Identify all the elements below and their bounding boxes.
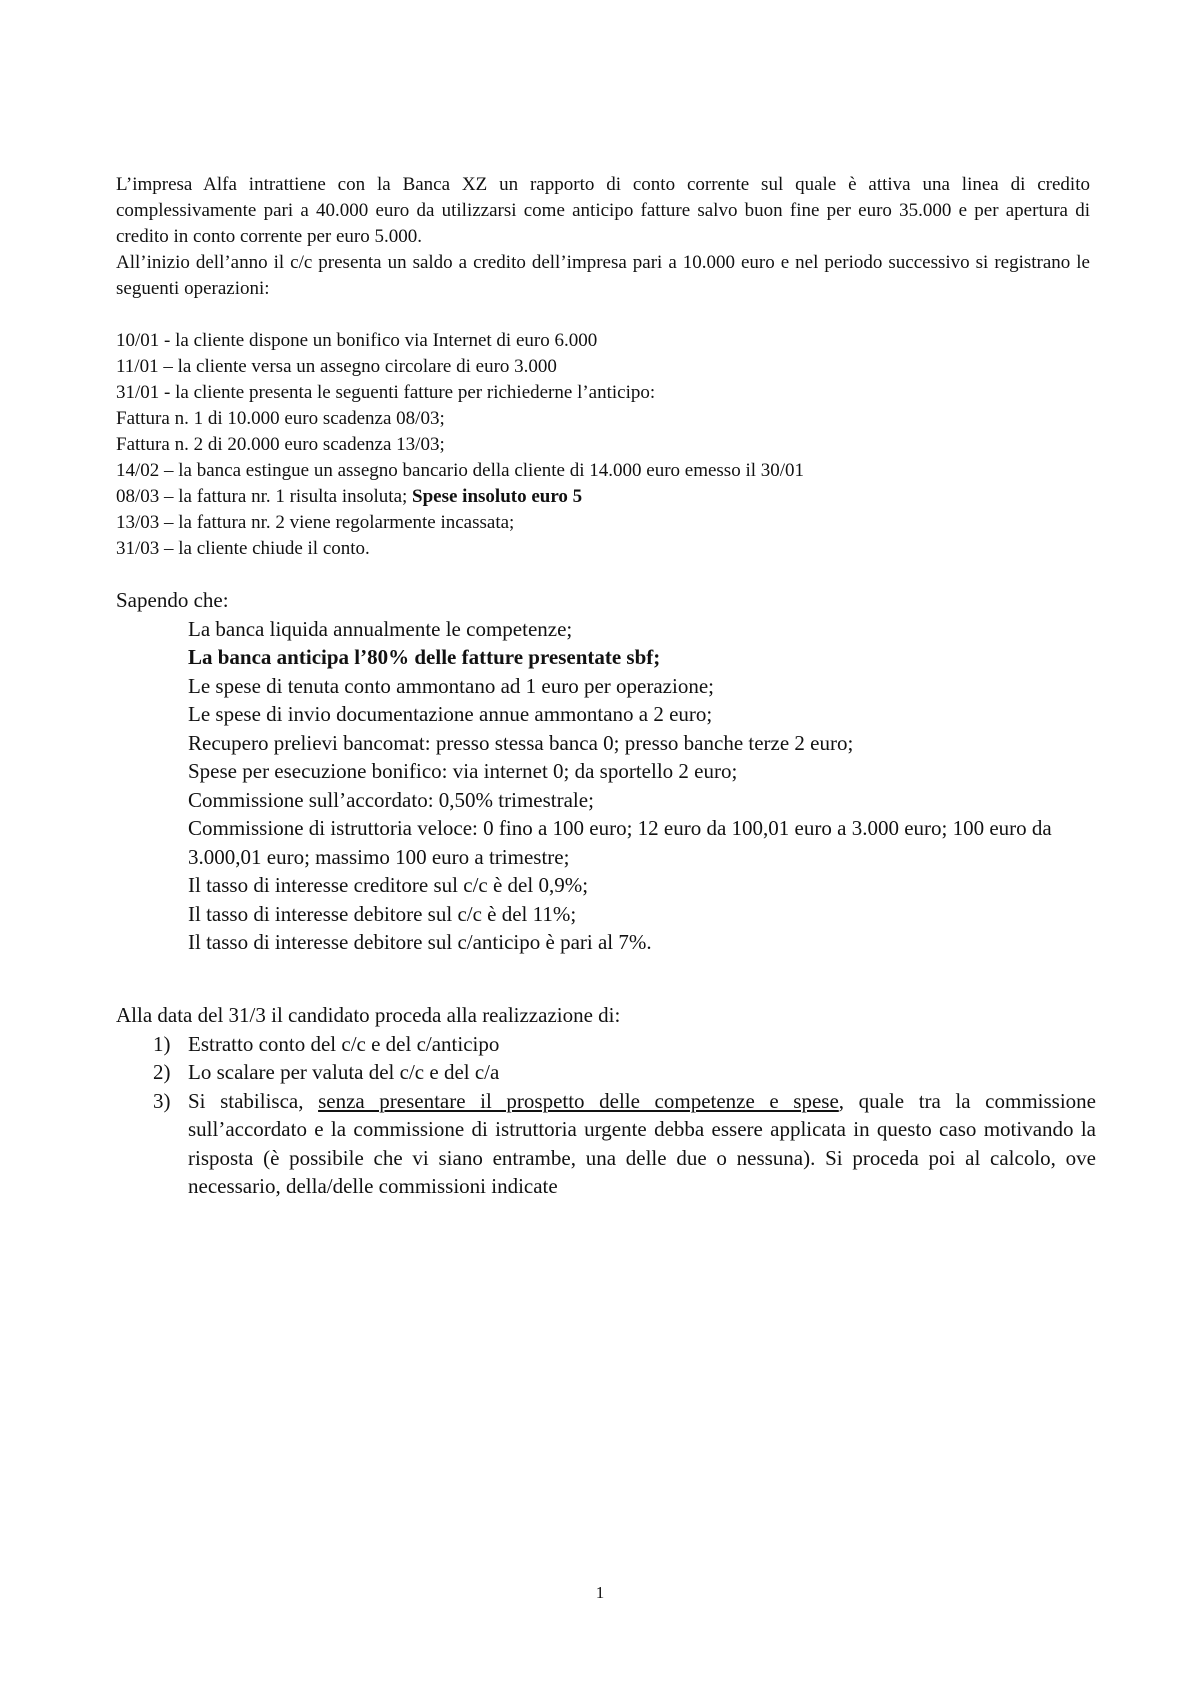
- task-item: [116, 1087, 1096, 1201]
- condition-item: Spese per esecuzione bonifico: via internet 0; da sportello 2 euro;: [188, 759, 738, 783]
- conditions-list: [116, 615, 1096, 957]
- operation-line: 31/01 - la cliente presenta le seguenti fatture per richiederne l’anticipo:: [116, 382, 656, 403]
- condition-item: Recupero prelievi bancomat: presso stessa banca 0; presso banche terze 2 euro;: [188, 730, 854, 755]
- task-list: [116, 1030, 1096, 1201]
- intro-section: [116, 172, 1090, 302]
- operation-line: 11/01 – la cliente versa un assegno circolare di euro 3.000: [116, 356, 557, 377]
- task-item: [116, 1030, 1096, 1059]
- operation-line: Fattura n. 1 di 10.000 euro scadenza 08/03;: [116, 408, 445, 429]
- condition-item: Il tasso di interesse debitore sul c/c è del 11%;: [188, 901, 577, 926]
- task-underlined-text: senza presentare il prospetto delle competenze e spese: [318, 1088, 839, 1113]
- task-text: Lo scalare per valuta del c/c e del c/a: [188, 1060, 500, 1084]
- operation-line: 13/03 – la fattura nr. 2 viene regolarmente incassata;: [116, 512, 515, 533]
- task-number: 2): [153, 1060, 171, 1084]
- condition-item: Commissione di istruttoria veloce: 0 fino a 100 euro; 12 euro da 100,01 euro a 3.000 euro; 100 euro da 3.000,01 euro; massimo 100 euro a trimestre;: [188, 816, 1052, 869]
- operation-line: 10/01 - la cliente dispone un bonifico via Internet di euro 6.000: [116, 330, 598, 351]
- task-item: [116, 1058, 1096, 1087]
- task-text: , quale tra la commissione sull’accordato e la commissione di istruttoria urgente debba essere applicata in questo caso motivando la risposta (è possibile che vi siano entrambe, una delle due o nessuna). Si proceda poi al calcolo, ove necessario, della/delle commissioni indicate: [188, 1088, 1096, 1198]
- page-number: 1: [595, 1583, 605, 1602]
- intro-paragraph-2: All’inizio dell’anno il c/c presenta un saldo a credito dell’impresa pari a 10.000 euro e nel periodo successivo si registrano le seguenti operazioni:: [116, 252, 1090, 299]
- task-text: Estratto conto del c/c e del c/anticipo: [188, 1031, 500, 1056]
- conditions-heading: Sapendo che:: [116, 588, 229, 612]
- task-number: 1): [153, 1031, 171, 1056]
- task-number: 3): [153, 1088, 171, 1113]
- intro-paragraph-1: L’impresa Alfa intrattiene con la Banca XZ un rapporto di conto corrente sul quale è attiva una linea di credito complessivamente pari a 40.000 euro da utilizzarsi come anticipo fatture salvo buon fine per euro 35.000 e per apertura di credito in conto corrente per euro 5.000.: [116, 174, 1090, 247]
- task-text-lead: Si stabilisca,: [188, 1088, 319, 1113]
- task-section: [116, 1001, 1096, 1201]
- condition-item: Le spese di invio documentazione annue ammontano a 2 euro;: [188, 702, 713, 726]
- condition-item: La banca liquida annualmente le competenze;: [188, 616, 573, 641]
- conditions-section: [116, 586, 1096, 957]
- condition-item: Il tasso di interesse debitore sul c/anticipo è pari al 7%.: [188, 930, 652, 954]
- condition-item: Il tasso di interesse creditore sul c/c è del 0,9%;: [188, 873, 589, 897]
- task-heading: Alla data del 31/3 il candidato proceda alla realizzazione di:: [116, 1003, 621, 1027]
- operation-line: 14/02 – la banca estingue un assegno bancario della cliente di 14.000 euro emesso il 30/01: [116, 460, 805, 481]
- condition-item: La banca anticipa l’80% delle fatture presentate sbf;: [188, 645, 661, 669]
- operations-list: [116, 328, 1090, 562]
- operation-line: [116, 484, 1090, 510]
- condition-item: Le spese di tenuta conto ammontano ad 1 euro per operazione;: [188, 673, 714, 698]
- condition-item: Commissione sull’accordato: 0,50% trimestrale;: [188, 787, 594, 812]
- operation-text: 08/03 – la fattura nr. 1 risulta insoluta;: [116, 486, 413, 507]
- insoluto-fee-note: Spese insoluto euro 5: [412, 486, 583, 507]
- operation-line: 31/03 – la cliente chiude il conto.: [116, 538, 370, 559]
- operation-line: Fattura n. 2 di 20.000 euro scadenza 13/03;: [116, 434, 445, 455]
